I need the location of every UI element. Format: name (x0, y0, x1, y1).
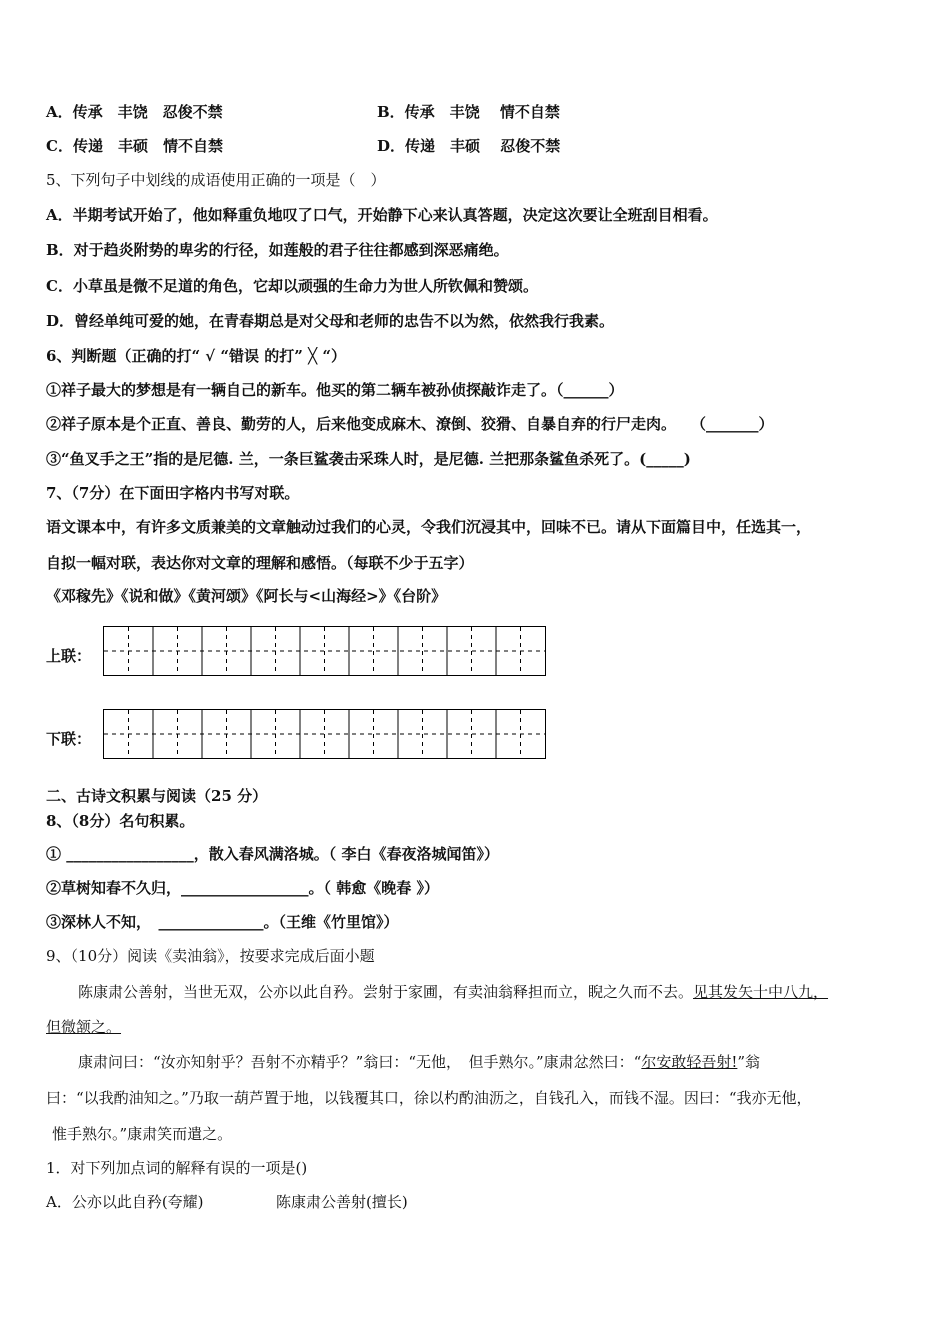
passage-text: 康肃问曰：“汝亦知射乎？吾射不亦精乎？”翁曰：“无他， 但手熟尔。”康肃忿然曰：“ (78, 1053, 642, 1071)
q4-option-a: A．传承 丰饶 忍俊不禁 (46, 103, 223, 121)
q6-item-2: ②祥子原本是个正直、善良、勤劳的人，后来他变成麻木、潦倒、狡猾、自暴自弃的行尸走肉。 （_______） (46, 415, 774, 433)
q9-passage-line-1 (78, 982, 828, 1002)
q6-item-3: ③“鱼叉手之王”指的是尼德. 兰，一条巨鲨袭击采珠人时，是尼德. 兰把那条鲨鱼杀死了。(_____) (46, 450, 691, 468)
q6-title: 6、判断题（正确的打“ √ “错误 的打” ╳ “） (46, 347, 346, 365)
q8-line-1: ① _________________，散入春风满洛城。（ 李白《春夜洛城闻笛》） (46, 845, 499, 863)
q7-book-list: 《邓稼先》《说和做》《黄河颂》《阿长与<山海经>》《台阶》 (46, 587, 447, 605)
q9-option-a-part-2: 陈康肃公善射(擅长) (276, 1193, 408, 1211)
q9-option-a-part-1: A．公亦以此自矜(夸耀) (46, 1193, 204, 1211)
passage-text: ”翁 (737, 1053, 761, 1071)
upper-couplet-label: 上联： (46, 647, 92, 665)
q5-option-b: B．对于趋炎附势的卑劣的行径，如莲般的君子往往都感到深恶痛绝。 (46, 241, 509, 259)
lower-couplet-grid (103, 709, 546, 759)
upper-grid-lines (104, 627, 545, 675)
q9-title: 9、（10分）阅读《卖油翁》，按要求完成后面小题 (46, 947, 375, 965)
q8-line-2: ②草树知春不久归，_________________。（ 韩愈《晚春 》） (46, 879, 439, 897)
q7-paragraph-2: 自拟一幅对联，表达你对文章的理解和感悟。（每联不少于五字） (46, 554, 474, 572)
q7-title: 7、（7分）在下面田字格内书写对联。 (46, 484, 300, 502)
upper-couplet-grid (103, 626, 546, 676)
q5-option-c: C．小草虽是微不足道的角色，它却以顽强的生命力为世人所钦佩和赞颂。 (46, 277, 538, 295)
underlined-phrase: 见其发矢十中八九， (693, 983, 829, 1001)
q9-passage-line-5: 惟手熟尔。”康肃笑而遣之。 (52, 1125, 233, 1143)
q4-option-c: C．传递 丰硕 情不自禁 (46, 137, 223, 155)
lower-couplet-label: 下联： (46, 730, 92, 748)
q6-item-1: ①祥子最大的梦想是有一辆自己的新车。他买的第二辆车被孙侦探敲诈走了。（______） (46, 381, 624, 399)
q8-title: 8、（8分）名句积累。 (46, 812, 195, 830)
q9-passage-line-3 (78, 1052, 760, 1072)
q4-option-d: D．传递 丰硕 忍俊不禁 (377, 137, 561, 155)
lower-grid-lines (104, 710, 545, 758)
q7-paragraph-1: 语文课本中，有许多文质兼美的文章触动过我们的心灵，令我们沉浸其中，回味不已。请从下面篇目中，任选其一， (46, 518, 812, 536)
q5-title: 5、下列句子中划线的成语使用正确的一项是（ ） (46, 171, 386, 189)
q5-option-a: A．半期考试开始了，他如释重负地叹了口气，开始静下心来认真答题，决定这次要让全班刮目相看。 (46, 206, 718, 224)
q4-option-b: B．传承 丰饶 情不自禁 (377, 103, 560, 121)
q8-line-3: ③深林人不知， ______________。（王维《竹里馆》） (46, 913, 399, 931)
q9-passage-line-2: 但微颔之。 (46, 1018, 122, 1036)
q5-option-d: D．曾经单纯可爱的她，在青春期总是对父母和老师的忠告不以为然，依然我行我素。 (46, 312, 615, 330)
passage-text: 陈康肃公善射，当世无双，公亦以此自矜。尝射于家圃，有卖油翁释担而立，睨之久而不去。 (78, 983, 694, 1001)
q9-sub-question-1: 1．对下列加点词的解释有误的一项是() (46, 1159, 308, 1177)
q9-passage-line-4: 曰：“以我酌油知之。”乃取一葫芦置于地，以钱覆其口，徐以杓酌油沥之，自钱孔入，而钱不湿。因曰：“我亦无他， (46, 1089, 812, 1107)
section-2-heading: 二、古诗文积累与阅读（25 分） (46, 787, 268, 805)
underlined-phrase: 尔安敢轻吾射! (641, 1053, 738, 1071)
